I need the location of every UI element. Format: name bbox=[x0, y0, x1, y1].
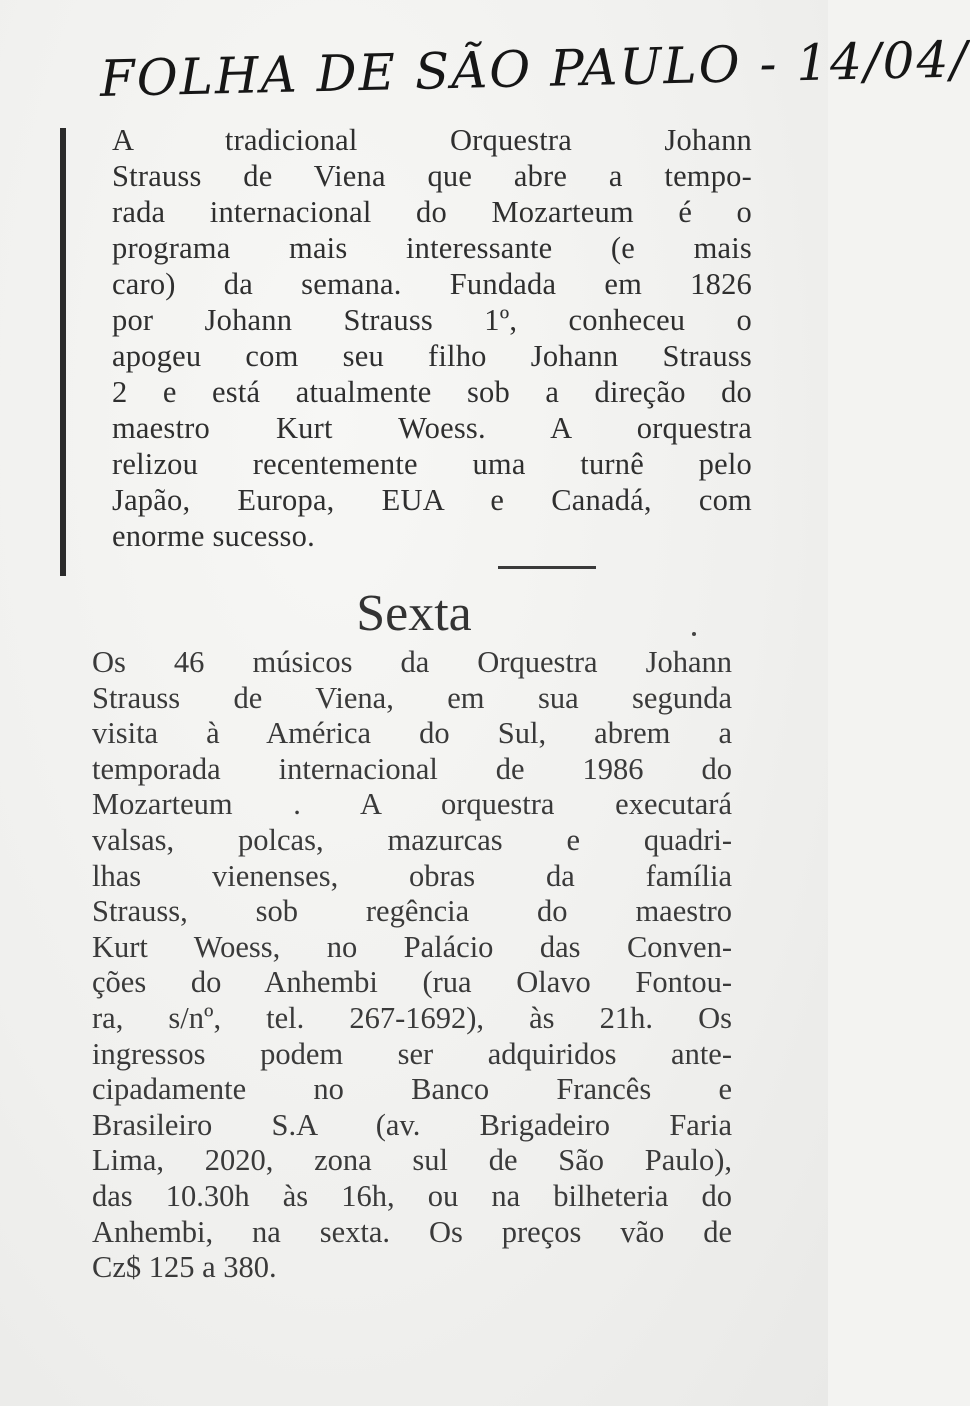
article-line: valsas, polcas, mazurcas e quadri- bbox=[92, 822, 732, 857]
article-line: Strauss de Viena, em sua segunda bbox=[92, 680, 732, 715]
article-line: Japão, Europa, EUA e Canadá, com bbox=[112, 483, 752, 517]
article-line: A tradicional Orquestra Johann bbox=[112, 123, 752, 157]
article-line: temporada internacional de 1986 do bbox=[92, 751, 732, 786]
end-of-article-dash bbox=[498, 566, 596, 569]
article-line: cipadamente no Banco Francês e bbox=[92, 1072, 732, 1107]
article-line: por Johann Strauss 1º, conheceu o bbox=[112, 303, 752, 337]
article-line: apogeu com seu filho Johann Strauss bbox=[112, 339, 752, 373]
margin-marker-bar bbox=[60, 128, 66, 576]
article-intro bbox=[112, 122, 752, 554]
article-line: ções do Anhembi (rua Olavo Fontou- bbox=[92, 965, 732, 1000]
article-line: Cz$ 125 a 380. bbox=[92, 1250, 277, 1285]
article-line: caro) da semana. Fundada em 1826 bbox=[112, 267, 752, 301]
article-line: programa mais interessante (e mais bbox=[112, 231, 752, 265]
section-heading bbox=[0, 584, 828, 644]
article-line: Lima, 2020, zona sul de São Paulo), bbox=[92, 1143, 732, 1178]
article-line: relizou recentemente uma turnê pelo bbox=[112, 447, 752, 481]
article-line: rada internacional do Mozarteum é o bbox=[112, 195, 752, 229]
article-line: Kurt Woess, no Palácio das Conven- bbox=[92, 929, 732, 964]
article-line: ingressos podem ser adquiridos ante- bbox=[92, 1036, 732, 1071]
handwritten-source-note: FOLHA DE SÃO PAULO - 14/04/ bbox=[99, 30, 970, 108]
article-line: enorme sucesso. bbox=[112, 519, 315, 553]
article-line: maestro Kurt Woess. A orquestra bbox=[112, 411, 752, 445]
article-line: Anhembi, na sexta. Os preços vão de bbox=[92, 1214, 732, 1249]
article-line: Brasileiro S.A (av. Brigadeiro Faria bbox=[92, 1107, 732, 1142]
print-speck bbox=[692, 632, 696, 636]
section-heading-text: Sexta bbox=[356, 585, 472, 642]
article-main bbox=[92, 645, 732, 1286]
article-line: lhas vienenses, obras da família bbox=[92, 858, 732, 893]
article-line: Os 46 músicos da Orquestra Johann bbox=[92, 645, 732, 679]
article-line: Mozarteum . A orquestra executará bbox=[92, 787, 732, 822]
article-line: das 10.30h às 16h, ou na bilheteria do bbox=[92, 1178, 732, 1213]
article-line: Strauss de Viena que abre a tempo- bbox=[112, 159, 752, 193]
article-line: 2 e está atualmente sob a direção do bbox=[112, 375, 752, 409]
article-line: ra, s/nº, tel. 267-1692), às 21h. Os bbox=[92, 1000, 732, 1035]
article-line: visita à América do Sul, abrem a bbox=[92, 716, 732, 751]
article-line: Strauss, sob regência do maestro bbox=[92, 894, 732, 929]
